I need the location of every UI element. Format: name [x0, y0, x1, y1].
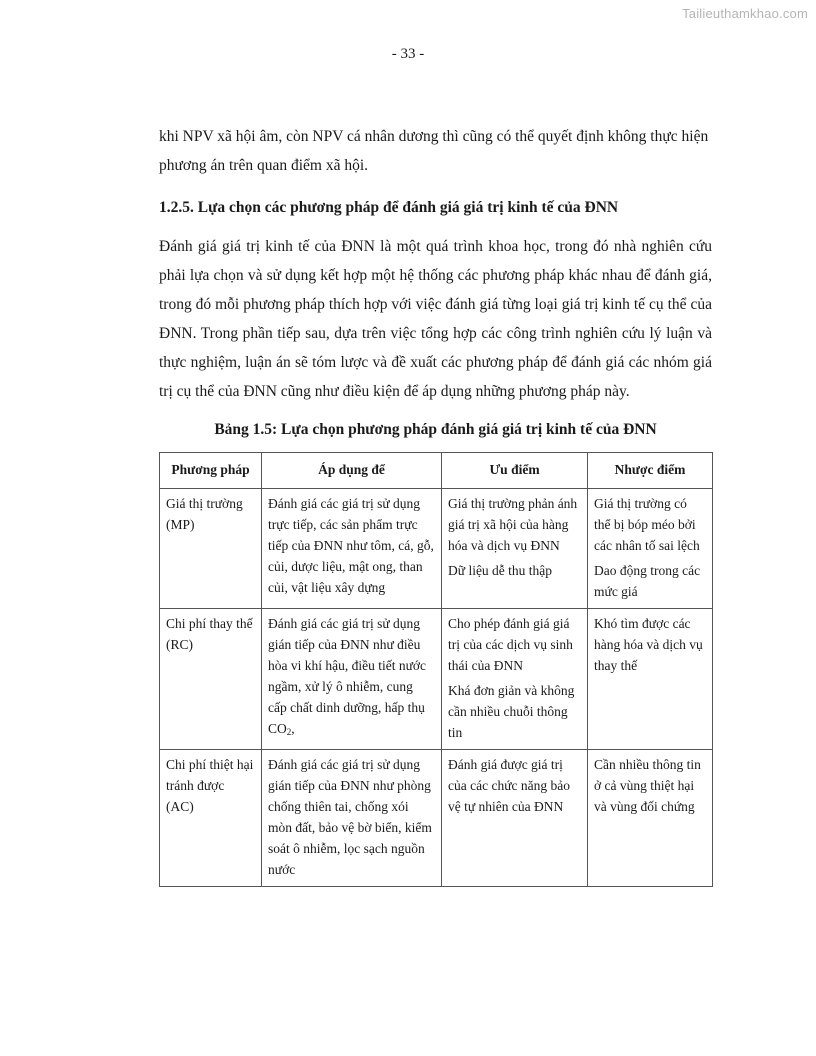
table-row: [160, 489, 713, 609]
disadvantage-item: Cần nhiều thông tin ở cả vùng thiệt hại và vùng đối chứng: [594, 757, 701, 814]
header-advantages: Ưu điểm: [442, 453, 588, 489]
cell-method: Chi phí thay thế (RC): [160, 609, 262, 750]
cell-method: Chi phí thiệt hại tránh được (AC): [160, 750, 262, 887]
header-apply: Áp dụng để: [262, 453, 442, 489]
page-content: [159, 122, 712, 887]
subscript: 2: [286, 727, 292, 737]
cell-advantages: [442, 609, 588, 750]
apply-text-suffix: ,: [291, 721, 295, 736]
apply-text: Đánh giá các giá trị sử dụng gián tiếp của ĐNN như điều hòa vi khí hậu, điều tiết nước ngầm, xử lý ô nhiễm, cung cấp chất dinh dưỡng, hấp thụ CO: [268, 616, 427, 736]
header-disadvantages: Nhược điểm: [588, 453, 713, 489]
section-heading: 1.2.5. Lựa chọn các phương pháp để đánh giá giá trị kinh tế của ĐNN: [159, 199, 619, 216]
table-header-row: [160, 453, 713, 489]
disadvantage-item: Dao động trong các mức giá: [594, 563, 701, 599]
cell-disadvantages: [588, 489, 713, 609]
paragraph-body: Đánh giá giá trị kinh tế của ĐNN là một quá trình khoa học, trong đó nhà nghiên cứu phải lựa chọn và sử dụng kết hợp một hệ thống các phương pháp khác nhau để đánh giá, trong đó mỗi phương pháp thích hợp với việc đánh giá từng loại giá trị kinh tế cụ thể của ĐNN. Trong phần tiếp sau, dựa trên việc tổng hợp các công trình nghiên cứu lý luận và thực nghiệm, luận án sẽ tóm lược và đề xuất các phương pháp để đánh giá các nhóm giá trị cụ thể của ĐNN cũng như điều kiện để áp dụng những phương pháp này.: [159, 238, 712, 400]
paragraph-continuation: khi NPV xã hội âm, còn NPV cá nhân dương thì cũng có thể quyết định không thực hiện phương án trên quan điểm xã hội.: [159, 128, 709, 174]
page-number: - 33 -: [391, 46, 425, 62]
cell-apply: [262, 609, 442, 750]
disadvantage-item: Khó tìm được các hàng hóa và dịch vụ thay thế: [594, 616, 703, 673]
advantage-item: Giá thị trường phản ánh giá trị xã hội của hàng hóa và dịch vụ ĐNN: [448, 496, 578, 553]
advantage-item: Đánh giá được giá trị của các chức năng bảo vệ tự nhiên của ĐNN: [448, 757, 570, 814]
advantage-item: Cho phép đánh giá giá trị của các dịch vụ sinh thái của ĐNN: [448, 616, 573, 673]
table-row: [160, 750, 713, 887]
cell-method: Giá thị trường (MP): [160, 489, 262, 609]
table-row: [160, 609, 713, 750]
header-method: Phương pháp: [160, 453, 262, 489]
cell-apply: Đánh giá các giá trị sử dụng gián tiếp của ĐNN như phòng chống thiên tai, chống xói mòn đất, bảo vệ bờ biển, kiểm soát ô nhiễm, lọc sạch nguồn nước: [262, 750, 442, 887]
cell-advantages: [442, 750, 588, 887]
methods-table: [159, 452, 713, 887]
table-caption: Bảng 1.5: Lựa chọn phương pháp đánh giá giá trị kinh tế của ĐNN: [214, 421, 657, 438]
advantage-item: Dữ liệu dễ thu thập: [448, 563, 553, 578]
cell-disadvantages: [588, 750, 713, 887]
cell-apply: Đánh giá các giá trị sử dụng trực tiếp, các sản phẩm trực tiếp của ĐNN như tôm, cá, gỗ, củi, dược liệu, mật ong, than củi, vật liệu xây dựng: [262, 489, 442, 609]
advantage-item: Khá đơn giản và không cần nhiều chuỗi thông tin: [448, 683, 575, 740]
disadvantage-item: Giá thị trường có thể bị bóp méo bởi các nhân tố sai lệch: [594, 496, 700, 553]
watermark-text: Tailieuthamkhao.com: [682, 6, 808, 21]
cell-disadvantages: [588, 609, 713, 750]
cell-advantages: [442, 489, 588, 609]
